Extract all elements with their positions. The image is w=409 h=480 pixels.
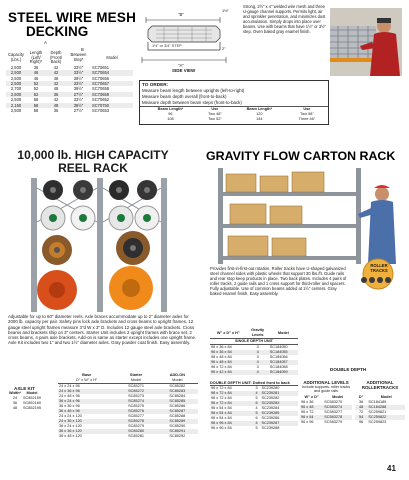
double-row-cell: SC239282 xyxy=(261,396,280,400)
axle-row-cell: 36 xyxy=(12,401,18,405)
single-row-cell: 4 xyxy=(256,370,259,374)
single-row-cell: 3 xyxy=(256,365,259,369)
deck-row-cell: SC70750 xyxy=(92,102,110,108)
reel-row-cell: 36 x 36 x 120 xyxy=(59,429,82,433)
additional-levels-sub: Include supports, roller tracks and guide rails xyxy=(301,385,351,394)
deck-row-cell: SC70653 xyxy=(92,108,110,114)
deck-col-depth: Depth (Front/ Back) xyxy=(49,50,63,65)
reel-row-cell: 36 x 48 x 120 xyxy=(59,434,82,438)
deck-row-cell: SC70657 xyxy=(92,81,110,86)
reel-col-starter-sub: Model xyxy=(130,378,142,382)
single-col-size: W" x D" x H" xyxy=(216,330,240,335)
deck-col-model: Model xyxy=(106,54,118,60)
deck-row-cell: SC70654 xyxy=(92,70,110,76)
reel-row-cell: SC85275 xyxy=(128,404,144,408)
double-row-cell: 4 xyxy=(255,406,258,410)
deck-row-cell: 36 xyxy=(53,91,59,97)
deck-row-cell: 2,500 xyxy=(10,91,22,97)
axle-row-cell: 48 xyxy=(12,406,18,410)
page-number: 41 xyxy=(387,464,396,473)
single-row-cell: SC184059 xyxy=(269,370,288,374)
deck-row-cell: SC70658 xyxy=(92,86,110,92)
rollers-row-cell: SC184189 xyxy=(368,400,387,404)
reel-description: Adjustable for up to 60" diameter reels. Axle braces accommodate up to 2" diameter axles for 2000 lb. capacity per pair. Safety pins lock axle brackets and cross beams to upright frames. 12 gauge steel upright frames measure 3"d W x 3" D. Includes 12 gauge steel axle brackets. Cross beams and brackets ship on 3" centers. Starter Unit includes 2 upright frames with brace set, 2 cross beams, 4 pairs axle brackets. Add-on is same as starter except includes one upright frame. Axle Kit includes two 1" and two 1½" diameter axles. Gray powder coat finish. Easy assembly. xyxy=(8,314,197,346)
reel-row-cell: SC85290 xyxy=(169,424,186,428)
double-row-cell: 96 x 96 x 84 xyxy=(211,421,232,425)
reel-row-cell: SC85292 xyxy=(169,434,186,438)
axle-row-cell: SC852195 xyxy=(23,406,41,410)
additional-rollers-title: ADDITIONAL ROLLERTRACKS xyxy=(361,380,399,390)
double-row-cell: 4 xyxy=(255,421,258,425)
reel-row-cell: SC85282 xyxy=(169,384,186,388)
deck-row-cell: 42 xyxy=(53,97,59,103)
double-row-cell: SC239280 xyxy=(261,386,280,390)
deck-row-cell: 2,500 xyxy=(10,97,22,103)
rollers-row-cell: SC259822 xyxy=(368,415,387,419)
additional-levels-title: ADDITIONAL LEVELS xyxy=(303,380,349,385)
single-col-levels: Gravity Levels xyxy=(251,328,265,337)
reel-row-cell: SC85281 xyxy=(128,434,144,438)
double-row-cell: SC239287 xyxy=(261,421,280,425)
rollers-row-cell: SC184288 xyxy=(368,405,387,409)
deck-row-cell: 48 xyxy=(53,75,59,81)
deck-table xyxy=(6,51,133,113)
deck-description: Strong, 2½" x 4" welded wire mesh and three U-gauge channel supports. Permits light, air and sprinkler penetration, and minimizes dust accumulation. Simply drops into place over beams. Use with beams that have 1½" or 3½" step. Oven baked gray enamel finish. xyxy=(243,4,327,34)
deck-row-cell: SC70652 xyxy=(92,97,110,103)
deck-row-cell: 27½" xyxy=(73,108,84,114)
beam-row xyxy=(142,117,326,122)
double-row-cell: 6 xyxy=(255,416,258,420)
additional-levels-wrap xyxy=(300,380,352,425)
reel-row-cell: SC85289 xyxy=(169,419,186,423)
axle-col-width: Width* xyxy=(9,391,21,395)
gravity-rack-illustration xyxy=(208,168,404,264)
deck-row-cell: 42 xyxy=(53,70,59,76)
single-depth-table-wrap xyxy=(210,328,298,375)
gravity-title: GRAVITY FLOW CARTON RACK xyxy=(206,149,396,163)
single-depth-unit-title: SINGLE DEPTH UNIT xyxy=(210,339,298,345)
rollers-row-cell: SC259821 xyxy=(368,410,387,414)
reel-row xyxy=(58,434,198,439)
reel-row-cell: SC85276 xyxy=(128,409,144,413)
levels-row-cell: 96 x 48 xyxy=(301,404,314,409)
beam-cell: Two 52" xyxy=(208,117,222,121)
reel-title-line1: 10,000 lb. HIGH CAPACITY xyxy=(17,148,169,162)
reel-row-cell: 36 x 36 x 96 xyxy=(59,404,80,408)
to-order-line-2: Measure beam depth overall (front-to-back) xyxy=(142,94,227,99)
deck-row-cell: 2,500 xyxy=(10,64,22,70)
double-row-cell: 6 xyxy=(255,401,258,405)
rollers-row-cell: SC259823 xyxy=(368,420,387,424)
axle-kit-table-wrap xyxy=(8,373,42,411)
deck-row-cell: 36 xyxy=(33,64,39,70)
double-row-cell: 96 x 54 x 84 xyxy=(211,406,232,410)
reel-rack-illustration xyxy=(27,178,171,312)
deck-row-cell: 52 xyxy=(33,81,39,86)
rollers-col-model: Model xyxy=(380,395,392,399)
reel-title-line2: REEL RACK xyxy=(58,161,128,175)
roller-tracks-callout xyxy=(352,258,404,290)
deck-diagram-svg xyxy=(138,8,237,74)
deck-side-view-diagram xyxy=(138,8,237,74)
deck-row-cell: 58 xyxy=(33,97,39,103)
single-row-cell: 96 x 36 x 84 xyxy=(211,345,232,349)
reel-col-addon: ADD-ON xyxy=(169,373,185,377)
double-row-cell: 96 x 72 x 84 xyxy=(211,401,232,405)
reel-row-cell: 24 x 36 x 96 xyxy=(59,389,80,393)
double-row-cell: SC239283 xyxy=(261,401,280,405)
deck-col-step: Between Step* xyxy=(70,52,87,62)
rollers-row-cell: 36 xyxy=(359,400,364,404)
single-row-cell: 96 x 42 x 84 xyxy=(211,370,232,374)
deck-row-cell: 42 xyxy=(53,64,59,70)
deck-col-length: Length (Left/ Right)* xyxy=(29,50,43,65)
rollers-row-cell: 96 xyxy=(359,420,364,424)
single-row-cell: 96 x 36 x 84 xyxy=(211,350,232,354)
reel-row-cell: SC85277 xyxy=(128,414,144,418)
deck-diagram-step-label: 1½" or 3/4" STEP xyxy=(152,44,182,48)
double-depth-table xyxy=(210,386,298,431)
levels-row-cell: SC583277 xyxy=(324,409,343,414)
deck-row-cell: 58 xyxy=(33,108,39,114)
axle-col-model: Model xyxy=(26,391,38,395)
deck-row-cell: 33½" xyxy=(73,70,84,76)
double-depth-table-wrap xyxy=(210,380,298,431)
deck-row-cell: 2,700 xyxy=(10,86,22,92)
double-row-cell: 5 xyxy=(255,411,258,415)
beam-cell: Two 48" xyxy=(208,112,222,116)
single-row-cell: 96 x 72 x 84 xyxy=(211,365,232,369)
double-depth-unit-title: DOUBLE DEPTH UNIT: Dotted front to back xyxy=(210,380,298,386)
double-row-cell: 96 x 72 x 84 xyxy=(211,386,232,390)
deck-row-cell: SC70659 xyxy=(92,91,110,97)
deck-row-cell: 2,500 xyxy=(10,70,22,76)
additional-rollers-table xyxy=(355,395,405,425)
deck-row-cell: 48 xyxy=(53,86,59,92)
single-row-cell: SC184056 xyxy=(269,355,288,359)
levels-col-model: Model xyxy=(332,394,344,399)
double-row-cell: SC239288 xyxy=(261,426,280,430)
reel-row-cell: SC85274 xyxy=(128,399,144,403)
deck-row-cell: 2,500 xyxy=(10,75,22,81)
levels-row-cell: 96 x 36 xyxy=(301,399,314,404)
deck-side-view-label: SIDE VIEW xyxy=(172,68,196,73)
worker-deck-photo xyxy=(330,8,402,76)
single-row-cell: SC184055 xyxy=(269,350,288,354)
reel-row-cell: SC85272 xyxy=(128,389,144,393)
beam-cell: 120 xyxy=(256,112,263,116)
reel-col-base: Base xyxy=(82,373,92,377)
axle-kit-table xyxy=(8,391,42,411)
rollers-row-cell: 54 xyxy=(359,415,364,419)
beam-cell: 144 xyxy=(256,117,263,121)
rollers-row xyxy=(355,420,405,425)
reel-row-cell: 24 x 36 x 120 xyxy=(59,419,82,423)
double-row-cell: 3 xyxy=(255,386,258,390)
double-row-cell: SC239284 xyxy=(261,406,280,410)
beam-length-table xyxy=(142,107,326,122)
double-row-cell: 5 xyxy=(255,426,258,430)
reel-row-cell: SC85280 xyxy=(128,429,144,433)
deck-col-capacity: Capacity (Lbs.) xyxy=(8,52,24,62)
deck-diagram-label-a: "A" xyxy=(178,63,184,68)
deck-row-cell: 33½" xyxy=(73,97,84,103)
rollers-row-cell: 48 xyxy=(359,405,364,409)
deck-row-cell: 39½" xyxy=(73,102,84,108)
axle-row xyxy=(8,406,42,411)
deck-row-cell: SC70651 xyxy=(92,64,110,70)
reel-rack-photo xyxy=(27,178,171,312)
reel-row-cell: SC85271 xyxy=(128,384,144,388)
beam-col-length-2: Beam Length* xyxy=(246,107,273,111)
levels-row xyxy=(300,420,352,425)
single-row-cell: 96 x 48 x 84 xyxy=(211,360,232,364)
to-order-title: TO ORDER: xyxy=(142,82,169,87)
deck-row-cell: 52 xyxy=(33,91,39,97)
axle-row-cell: SC852160 xyxy=(23,401,41,405)
reel-row-cell: 36 x 48 x 96 xyxy=(59,409,80,413)
double-row-cell: 96 x 72 x 84 xyxy=(211,396,232,400)
beam-cell: Two 58" xyxy=(300,112,314,116)
deck-title-line1: STEEL WIRE MESH xyxy=(8,10,137,25)
axle-row-cell: SC852159 xyxy=(23,396,41,400)
beam-cell: Three 46" xyxy=(298,117,316,121)
deck-row-cell: SC70656 xyxy=(92,75,110,81)
double-row-cell: SC239285 xyxy=(261,411,280,415)
double-row-cell: 96 x 54 x 84 xyxy=(211,416,232,420)
reel-size-table xyxy=(58,373,198,439)
deck-row-cell: 36 xyxy=(53,108,59,114)
levels-row-cell: 96 x 54 xyxy=(301,414,314,419)
deck-col-letter-b: B xyxy=(81,47,84,52)
reel-col-addon-sub: Model xyxy=(172,378,183,382)
beam-col-use-1: Use xyxy=(211,107,219,111)
to-order-line-1: Measure beam length between uprights (left-to-right) xyxy=(142,88,245,93)
deck-row-cell: 2,500 xyxy=(10,81,22,86)
deck-row-cell: 27½" xyxy=(73,91,84,97)
roller-tracks-label: ROLLER TRACKS xyxy=(370,263,388,273)
additional-levels-table xyxy=(300,395,352,425)
single-col-model: Model xyxy=(277,330,289,335)
deck-row-cell: 42 xyxy=(53,81,59,86)
single-row-cell: 96 x 48 x 84 xyxy=(211,355,232,359)
levels-row-cell: SC583279 xyxy=(324,419,343,424)
double-row-cell: 5 xyxy=(255,396,258,400)
single-row-cell: 4 xyxy=(256,350,259,354)
deck-row-cell: 46 xyxy=(33,75,39,81)
single-row-cell: 3 xyxy=(256,345,259,349)
beam-cell: 108 xyxy=(167,117,174,121)
deck-row-cell: 46 xyxy=(33,70,39,76)
deck-row-cell: 33½" xyxy=(73,81,84,86)
deck-row-cell: 48 xyxy=(53,102,59,108)
levels-col-size: W" x D" xyxy=(304,394,319,399)
double-depth-heading: DOUBLE DEPTH xyxy=(330,367,367,372)
levels-row-cell: 96 x 72 xyxy=(301,409,314,414)
deck-row-cell: 39½" xyxy=(73,86,84,92)
axle-row-cell: 24 xyxy=(12,396,18,400)
reel-row-cell: SC85291 xyxy=(169,429,186,433)
reel-row-cell: SC85278 xyxy=(128,419,144,423)
deck-diagram-label-b: "B" xyxy=(178,12,184,17)
deck-row xyxy=(6,108,133,113)
deck-row-cell: 39½" xyxy=(73,75,84,81)
double-row-cell: 96 x 72 x 84 xyxy=(211,391,232,395)
deck-row-cell: 58 xyxy=(33,102,39,108)
levels-row-cell: SC583270 xyxy=(324,399,343,404)
double-row-cell: 96 x 96 x 84 xyxy=(211,426,232,430)
reel-row-cell: 24 x 24 x 96 xyxy=(59,384,80,388)
double-row-cell: 96 x 54 x 84 xyxy=(211,411,232,415)
reel-col-base-sub: D" x W" x H" xyxy=(76,378,98,382)
gravity-description: Provides first-in-first-out rotation. Roller tracks have U-shaped galvanized steel channel sides with plastic wheels that support 30 lbs./ft. Guide rails and rear stop keep products in place. Two back plates. Includes 4 pairs of roller tracks, 2 guide rails and 1 cross support for third-roller and spacers. Fully adjustable. Use of common beams added at 1½" centers. Gray baked enamel finish. Easy assembly. xyxy=(210,266,347,297)
deck-row-cell: 2,500 xyxy=(10,108,22,114)
deck-row-cell: 33½" xyxy=(73,64,84,70)
single-row xyxy=(210,370,298,375)
reel-row-cell: SC85286 xyxy=(169,404,186,408)
to-order-line-3: Measure depth between beam steps (front-to-back) xyxy=(142,100,242,105)
double-row-cell: 4 xyxy=(255,391,258,395)
deck-row-cell: 52 xyxy=(33,86,39,92)
rollers-row-cell: 72 xyxy=(359,410,364,414)
reel-row-cell: 36 x 24 x 120 xyxy=(59,424,82,428)
single-row-cell: SC184050 xyxy=(269,345,288,349)
reel-row-cell: SC85273 xyxy=(128,394,144,398)
single-depth-table xyxy=(210,328,298,375)
reel-col-starter: Starter xyxy=(129,373,143,377)
reel-row-cell: 24 x 48 x 96 xyxy=(59,394,80,398)
to-order-box xyxy=(139,80,329,125)
deck-title-line2: DECKING xyxy=(26,24,89,39)
deck-row-cell: 2,150 xyxy=(10,102,22,108)
rollers-col-depth: D" xyxy=(358,395,364,399)
single-row-cell: 3 xyxy=(256,355,259,359)
deck-diagram-dim-top: 1½" xyxy=(222,8,229,13)
reel-row-cell: SC85288 xyxy=(169,414,186,418)
double-row xyxy=(210,426,298,431)
beam-col-length-1: Beam Length* xyxy=(157,107,184,111)
reel-row-cell: SC85283 xyxy=(169,389,186,393)
reel-size-table-wrap xyxy=(58,373,198,439)
beam-cell: 96 xyxy=(168,112,173,116)
single-row-cell: SC184057 xyxy=(269,360,288,364)
double-row-cell: SC239286 xyxy=(261,416,280,420)
levels-row-cell: SC583278 xyxy=(324,414,343,419)
double-row-cell: SC239281 xyxy=(261,391,280,395)
reel-row-cell: SC85284 xyxy=(169,394,186,398)
axle-kit-title: AXLE KIT xyxy=(14,386,35,391)
gravity-photo xyxy=(208,168,404,264)
levels-row-cell: SC583274 xyxy=(324,404,343,409)
deck-photo xyxy=(330,8,402,76)
levels-row-cell: 96 x 96 xyxy=(301,419,314,424)
single-row-cell: SC184058 xyxy=(269,365,288,369)
deck-diagram-dim-side: 2" xyxy=(222,46,226,51)
deck-col-letter-a: A xyxy=(44,40,47,45)
reel-row-cell: 24 x 24 x 120 xyxy=(59,414,82,418)
reel-row-cell: SC85279 xyxy=(128,424,144,428)
single-row-cell: 4 xyxy=(256,360,259,364)
additional-rollers-wrap xyxy=(355,380,405,425)
beam-col-use-2: Use xyxy=(303,107,311,111)
reel-row-cell: 36 x 24 x 96 xyxy=(59,399,80,403)
reel-row-cell: SC85285 xyxy=(169,399,186,403)
reel-row-cell: SC85287 xyxy=(169,409,186,413)
